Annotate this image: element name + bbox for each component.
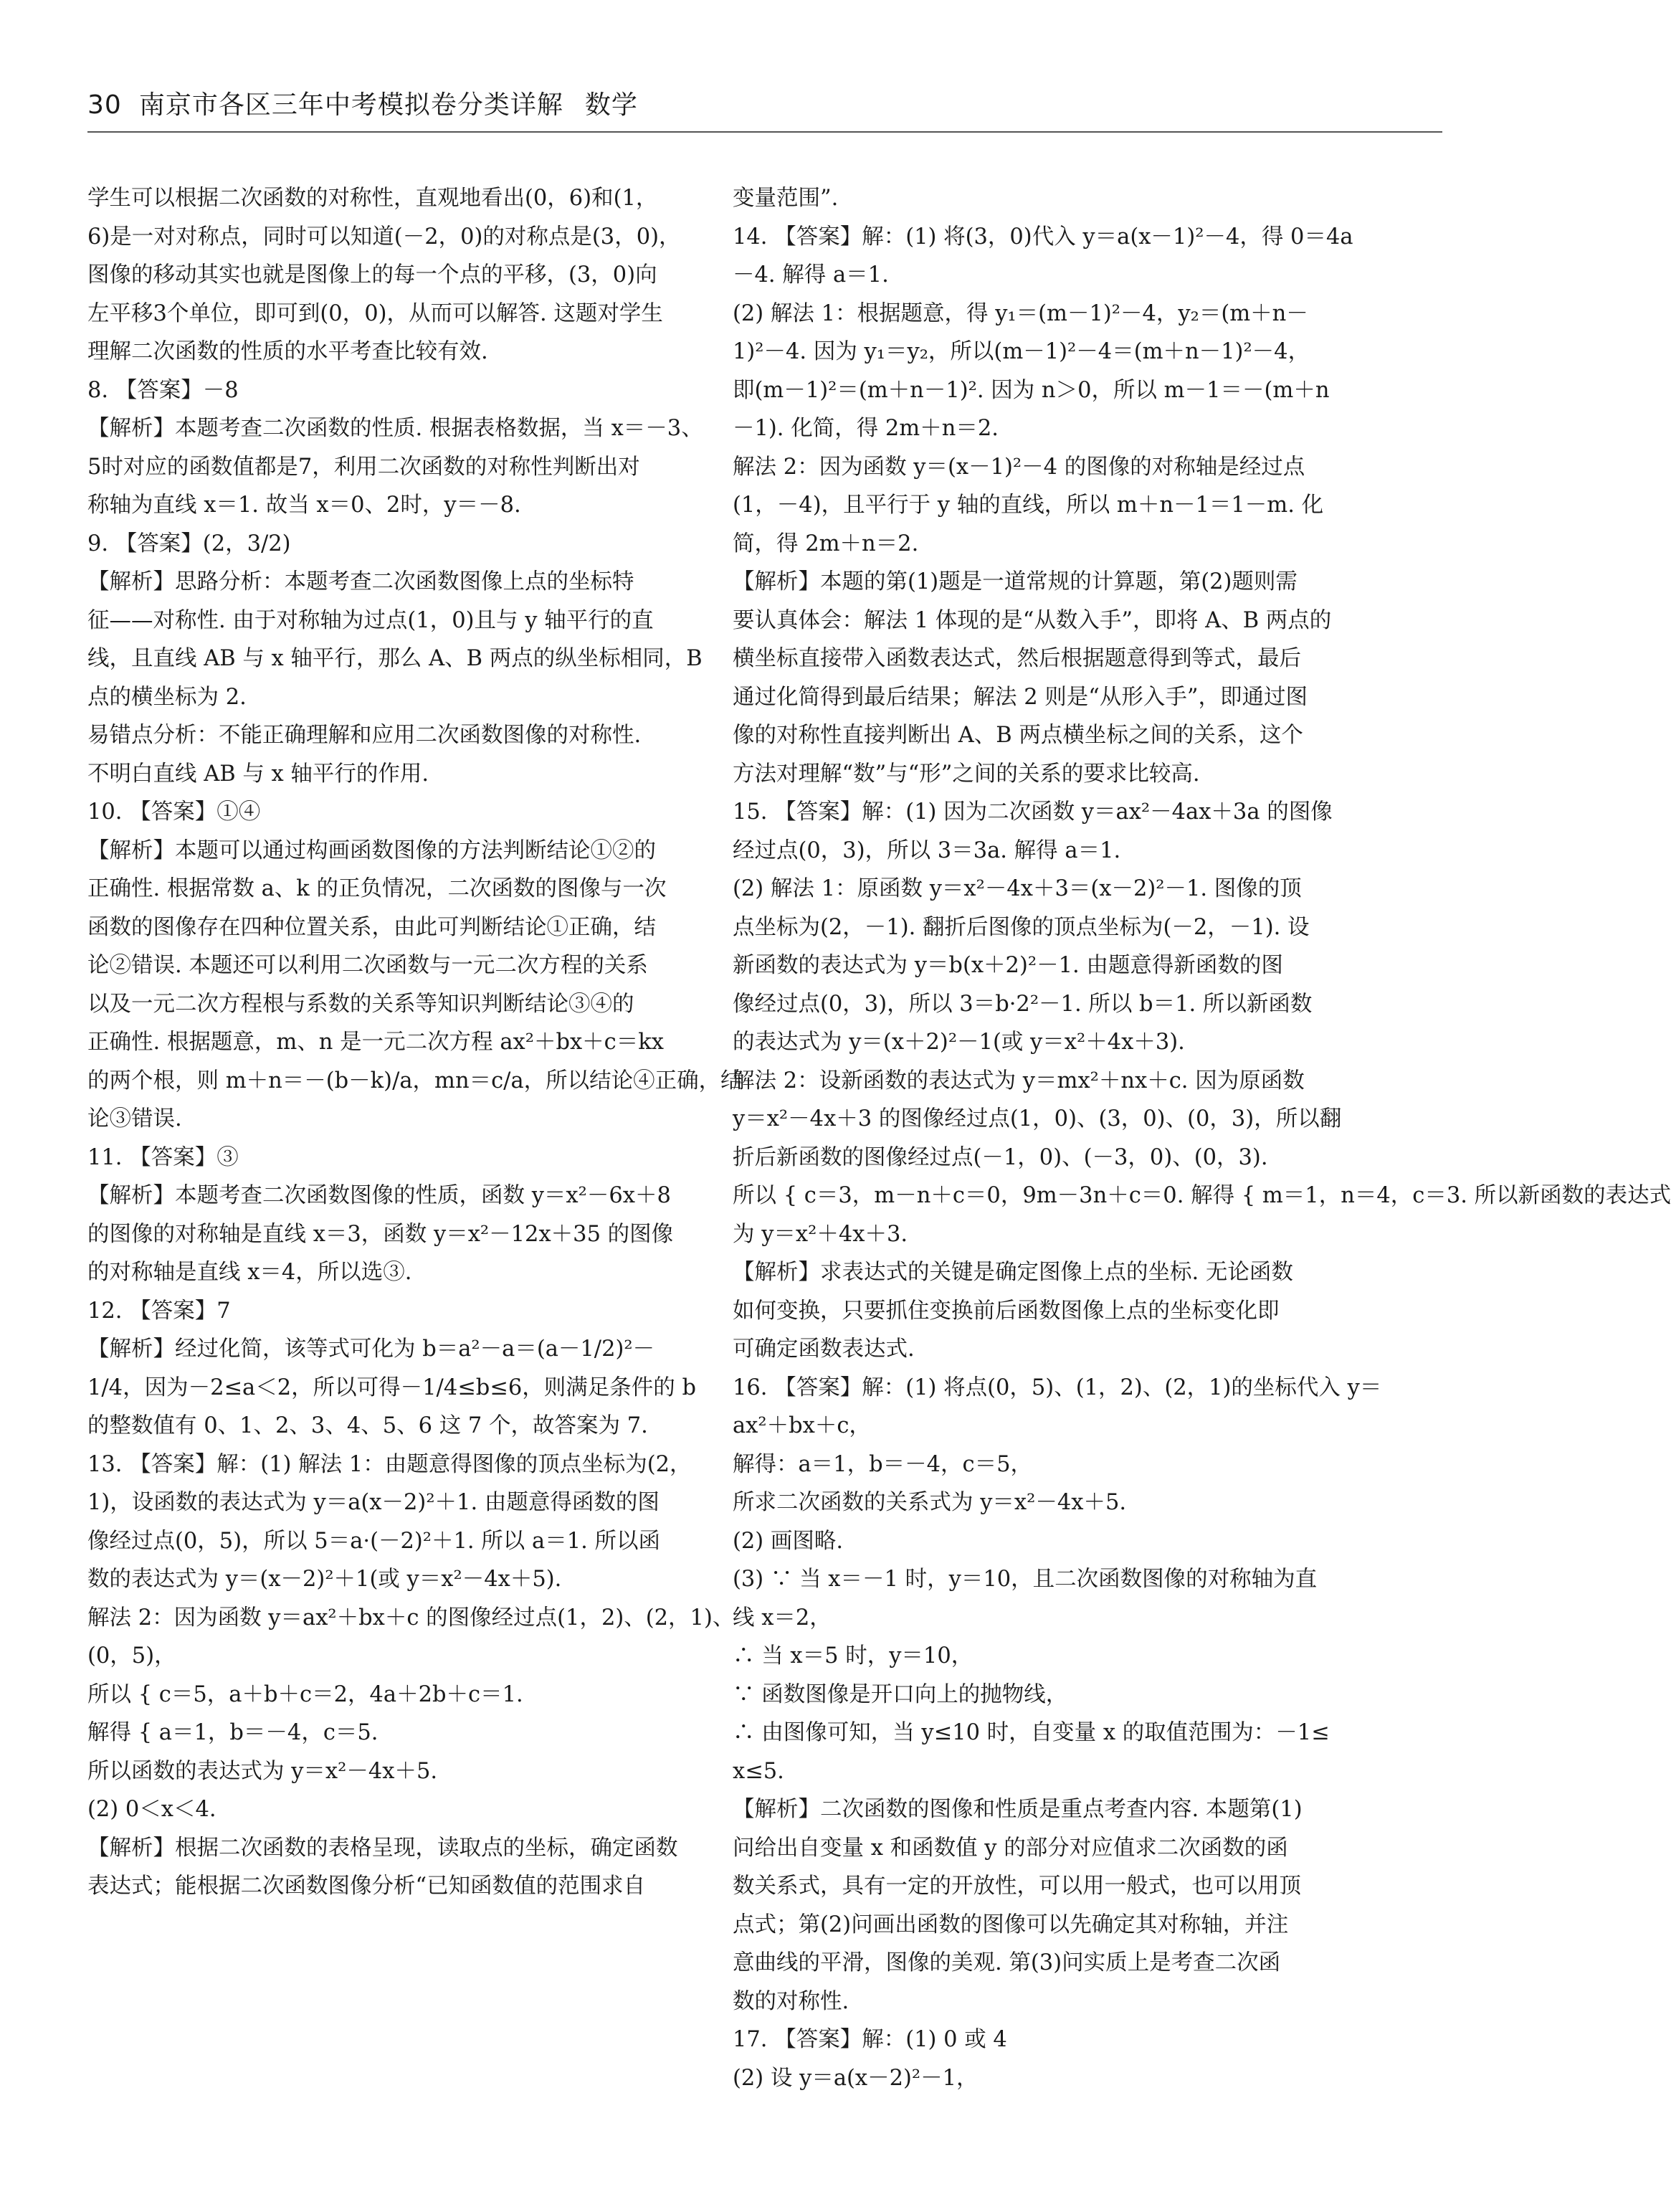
text-line: 12. 【答案】7 <box>87 1298 231 1324</box>
text-line: 为 y＝x²＋4x＋3. <box>733 1221 908 1247</box>
text-line: ax²＋bx＋c， <box>733 1413 871 1438</box>
text-line: 所以函数的表达式为 y＝x²－4x＋5. <box>87 1758 438 1784</box>
text-line: 1)，设函数的表达式为 y＝a(x－2)²＋1. 由题意得函数的图 <box>87 1490 660 1515</box>
text-line: 解得 { a＝1，b＝－4，c＝5. <box>87 1720 379 1745</box>
text-line: 【解析】根据二次函数的表格呈现，读取点的坐标，确定函数 <box>87 1835 678 1861</box>
text-line: 线 x＝2， <box>733 1605 832 1630</box>
text-line: 17. 【答案】解：(1) 0 或 4 <box>733 2027 1007 2052</box>
text-line: 论③错误. <box>87 1106 182 1131</box>
text-line: 【解析】本题考查二次函数图像的性质，函数 y＝x²－6x＋8 <box>87 1183 671 1208</box>
text-line: 解法 2：因为函数 y＝(x－1)²－4 的图像的对称轴是经过点 <box>733 454 1305 480</box>
text-line: 像的对称性直接判断出 A、B 两点横坐标之间的关系，这个 <box>733 723 1303 748</box>
text-line: 表达式；能根据二次函数图像分析“已知函数值的范围求自 <box>87 1874 646 1899</box>
text-line: 要认真体会：解法 1 体现的是“从数入手”，即将 A、B 两点的 <box>733 607 1332 633</box>
text-line: 数的表达式为 y＝(x－2)²＋1(或 y＝x²－4x＋5). <box>87 1567 562 1592</box>
text-line: 6)是一对对称点，同时可以知道(－2，0)的对称点是(3，0)， <box>87 224 681 250</box>
text-line: 1)²－4. 因为 y₁＝y₂，所以(m－1)²－4＝(m＋n－1)²－4， <box>733 339 1310 364</box>
text-line: 13. 【答案】解：(1) 解法 1：由题意得图像的顶点坐标为(2， <box>87 1451 692 1477</box>
text-line: 问给出自变量 x 和函数值 y 的部分对应值求二次函数的函 <box>733 1835 1288 1861</box>
text-line: (2) 解法 1：原函数 y＝x²－4x＋3＝(x－2)²－1. 图像的顶 <box>733 876 1302 901</box>
text-line: 9. 【答案】(2，3/2) <box>87 531 291 556</box>
text-line: 【解析】本题的第(1)题是一道常规的计算题，第(2)题则需 <box>733 569 1298 594</box>
text-line: －1). 化简，得 2m＋n＝2. <box>733 416 999 441</box>
text-line: 【解析】思路分析：本题考查二次函数图像上点的坐标特 <box>87 569 634 594</box>
text-line: 以及一元二次方程根与系数的关系等知识判断结论③④的 <box>87 991 634 1017</box>
right-column <box>733 179 1671 2097</box>
text-line: 【解析】求表达式的关键是确定图像上点的坐标. 无论函数 <box>733 1260 1293 1285</box>
text-line: 变量范围”. <box>733 186 839 211</box>
text-line: 正确性. 根据常数 a、k 的正负情况，二次函数的图像与一次 <box>87 876 667 901</box>
text-line: 16. 【答案】解：(1) 将点(0，5)、(1，2)、(2，1)的坐标代入 y＝ <box>733 1375 1382 1400</box>
text-line: ∴ 当 x＝5 时，y＝10， <box>733 1643 973 1669</box>
text-line: 意曲线的平滑，图像的美观. 第(3)问实质上是考查二次函 <box>733 1950 1281 1975</box>
text-line: 像经过点(0，3)，所以 3＝b·2²－1. 所以 b＝1. 所以新函数 <box>733 991 1313 1017</box>
text-line: 所以 { c＝3，m－n＋c＝0，9m－3n＋c＝0. 解得 { m＝1，n＝4，c＝3. 所以新函数的表达式 <box>733 1183 1671 1208</box>
text-line: (2) 解法 1：根据题意，得 y₁＝(m－1)²－4，y₂＝(m＋n－ <box>733 300 1308 326</box>
text-line: 可确定函数表达式. <box>733 1337 915 1362</box>
text-line: (2) 设 y＝a(x－2)²－1， <box>733 2065 979 2091</box>
text-line: 解法 2：因为函数 y＝ax²＋bx＋c 的图像经过点(1，2)、(2，1)、 <box>87 1605 735 1630</box>
left-column <box>87 179 743 1906</box>
text-line: 【解析】二次函数的图像和性质是重点考查内容. 本题第(1) <box>733 1797 1303 1822</box>
text-line: 的对称轴是直线 x＝4，所以选③. <box>87 1260 412 1285</box>
text-line: 的整数值有 0、1、2、3、4、5、6 这 7 个，故答案为 7. <box>87 1413 648 1438</box>
text-line: 【解析】本题考查二次函数的性质. 根据表格数据，当 x＝－3、 <box>87 416 703 441</box>
text-line: 【解析】经过化简，该等式可化为 b＝a²－a＝(a－1/2)²－ <box>87 1337 655 1362</box>
text-line: x≤5. <box>733 1758 784 1784</box>
text-line: 不明白直线 AB 与 x 轴平行的作用. <box>87 761 429 787</box>
text-line: 论②错误. 本题还可以利用二次函数与一元二次方程的关系 <box>87 953 648 978</box>
text-line: 解得：a＝1，b＝－4，c＝5， <box>733 1451 1033 1477</box>
text-line: 11. 【答案】③ <box>87 1144 239 1170</box>
text-line: ∴ 由图像可知，当 y≤10 时，自变量 x 的取值范围为：－1≤ <box>733 1720 1330 1745</box>
text-line: 数关系式，具有一定的开放性，可以用一般式，也可以用顶 <box>733 1874 1301 1899</box>
page-header <box>87 85 1442 133</box>
text-line: (0，5)， <box>87 1643 176 1669</box>
text-line: 所求二次函数的关系式为 y＝x²－4x＋5. <box>733 1490 1127 1515</box>
text-line: (3) ∵ 当 x＝－1 时，y＝10，且二次函数图像的对称轴为直 <box>733 1567 1318 1592</box>
text-line: 所以 { c＝5，a＋b＋c＝2，4a＋2b＋c＝1. <box>87 1681 523 1707</box>
text-line: 15. 【答案】解：(1) 因为二次函数 y＝ax²－4ax＋3a 的图像 <box>733 799 1333 825</box>
text-line: －4. 解得 a＝1. <box>733 262 889 288</box>
text-line: 理解二次函数的性质的水平考查比较有效. <box>87 339 488 364</box>
text-line: 线，且直线 AB 与 x 轴平行，那么 A、B 两点的纵坐标相同，B <box>87 646 703 671</box>
text-line: 数的对称性. <box>733 1988 849 2014</box>
text-line: 10. 【答案】①④ <box>87 799 261 825</box>
text-line: 如何变换，只要抓住变换前后函数图像上点的坐标变化即 <box>733 1298 1280 1324</box>
text-line: 经过点(0，3)，所以 3＝3a. 解得 a＝1. <box>733 837 1121 863</box>
text-line: 通过化简得到最后结果；解法 2 则是“从形入手”，即通过图 <box>733 684 1308 710</box>
text-line: 1/4，因为－2≤a＜2，所以可得－1/4≤b≤6，则满足条件的 b <box>87 1375 696 1400</box>
text-line: 函数的图像存在四种位置关系，由此可判断结论①正确，结 <box>87 914 656 940</box>
text-line: 的表达式为 y＝(x＋2)²－1(或 y＝x²＋4x＋3). <box>733 1030 1185 1055</box>
text-line: (2) 画图略. <box>733 1528 844 1554</box>
text-line: (2) 0＜x＜4. <box>87 1797 216 1822</box>
text-line: 8. 【答案】－8 <box>87 377 239 403</box>
text-line: 学生可以根据二次函数的对称性，直观地看出(0，6)和(1， <box>87 186 658 211</box>
text-line: 简，得 2m＋n＝2. <box>733 531 919 556</box>
text-line: 方法对理解“数”与“形”之间的关系的要求比较高. <box>733 761 1200 787</box>
text-line: 解法 2：设新函数的表达式为 y＝mx²＋nx＋c. 因为原函数 <box>733 1068 1305 1093</box>
text-line: 折后新函数的图像经过点(－1，0)、(－3，0)、(0，3). <box>733 1144 1268 1170</box>
text-line: y＝x²－4x＋3 的图像经过点(1，0)、(3，0)、(0，3)，所以翻 <box>733 1106 1342 1131</box>
subject-label: 数学 <box>584 90 638 120</box>
text-line: 点坐标为(2，－1). 翻折后图像的顶点坐标为(－2，－1). 设 <box>733 914 1310 940</box>
text-line: 14. 【答案】解：(1) 将(3，0)代入 y＝a(x－1)²－4，得 0＝4a <box>733 224 1353 250</box>
text-line: 点式；第(2)问画出函数的图像可以先确定其对称轴，并注 <box>733 1912 1289 1937</box>
text-line: 的图像的对称轴是直线 x＝3，函数 y＝x²－12x＋35 的图像 <box>87 1221 674 1247</box>
text-line: 点的横坐标为 2. <box>87 684 247 710</box>
text-line: 称轴为直线 x＝1. 故当 x＝0、2时，y＝－8. <box>87 493 521 518</box>
text-line: 易错点分析：不能正确理解和应用二次函数图像的对称性. <box>87 723 642 748</box>
text-line: 【解析】本题可以通过构画函数图像的方法判断结论①②的 <box>87 837 656 863</box>
text-line: 的两个根，则 m＋n＝－(b－k)/a，mn＝c/a，所以结论④正确，结 <box>87 1068 743 1093</box>
text-line: 图像的移动其实也就是图像上的每一个点的平移，(3，0)向 <box>87 262 657 288</box>
text-line: 正确性. 根据题意，m、n 是一元二次方程 ax²＋bx＋c＝kx <box>87 1030 664 1055</box>
text-line: 5时对应的函数值都是7，利用二次函数的对称性判断出对 <box>87 454 640 480</box>
text-line: 左平移3个单位，即可到(0，0)，从而可以解答. 这题对学生 <box>87 300 663 326</box>
book-title: 南京市各区三年中考模拟卷分类详解 <box>138 90 563 120</box>
text-line: (1，－4)，且平行于 y 轴的直线，所以 m＋n－1＝1－m. 化 <box>733 493 1324 518</box>
text-line: ∵ 函数图像是开口向上的抛物线， <box>733 1681 1068 1707</box>
text-line: 新函数的表达式为 y＝b(x＋2)²－1. 由题意得新函数的图 <box>733 953 1283 978</box>
text-line: 横坐标直接带入函数表达式，然后根据题意得到等式，最后 <box>733 646 1301 671</box>
text-line: 征——对称性. 由于对称轴为过点(1，0)且与 y 轴平行的直 <box>87 607 654 633</box>
text-line: 像经过点(0，5)，所以 5＝a·(－2)²＋1. 所以 a＝1. 所以函 <box>87 1528 660 1554</box>
text-line: 即(m－1)²＝(m＋n－1)². 因为 n＞0，所以 m－1＝－(m＋n <box>733 377 1330 403</box>
page-number: 30 <box>87 90 122 120</box>
